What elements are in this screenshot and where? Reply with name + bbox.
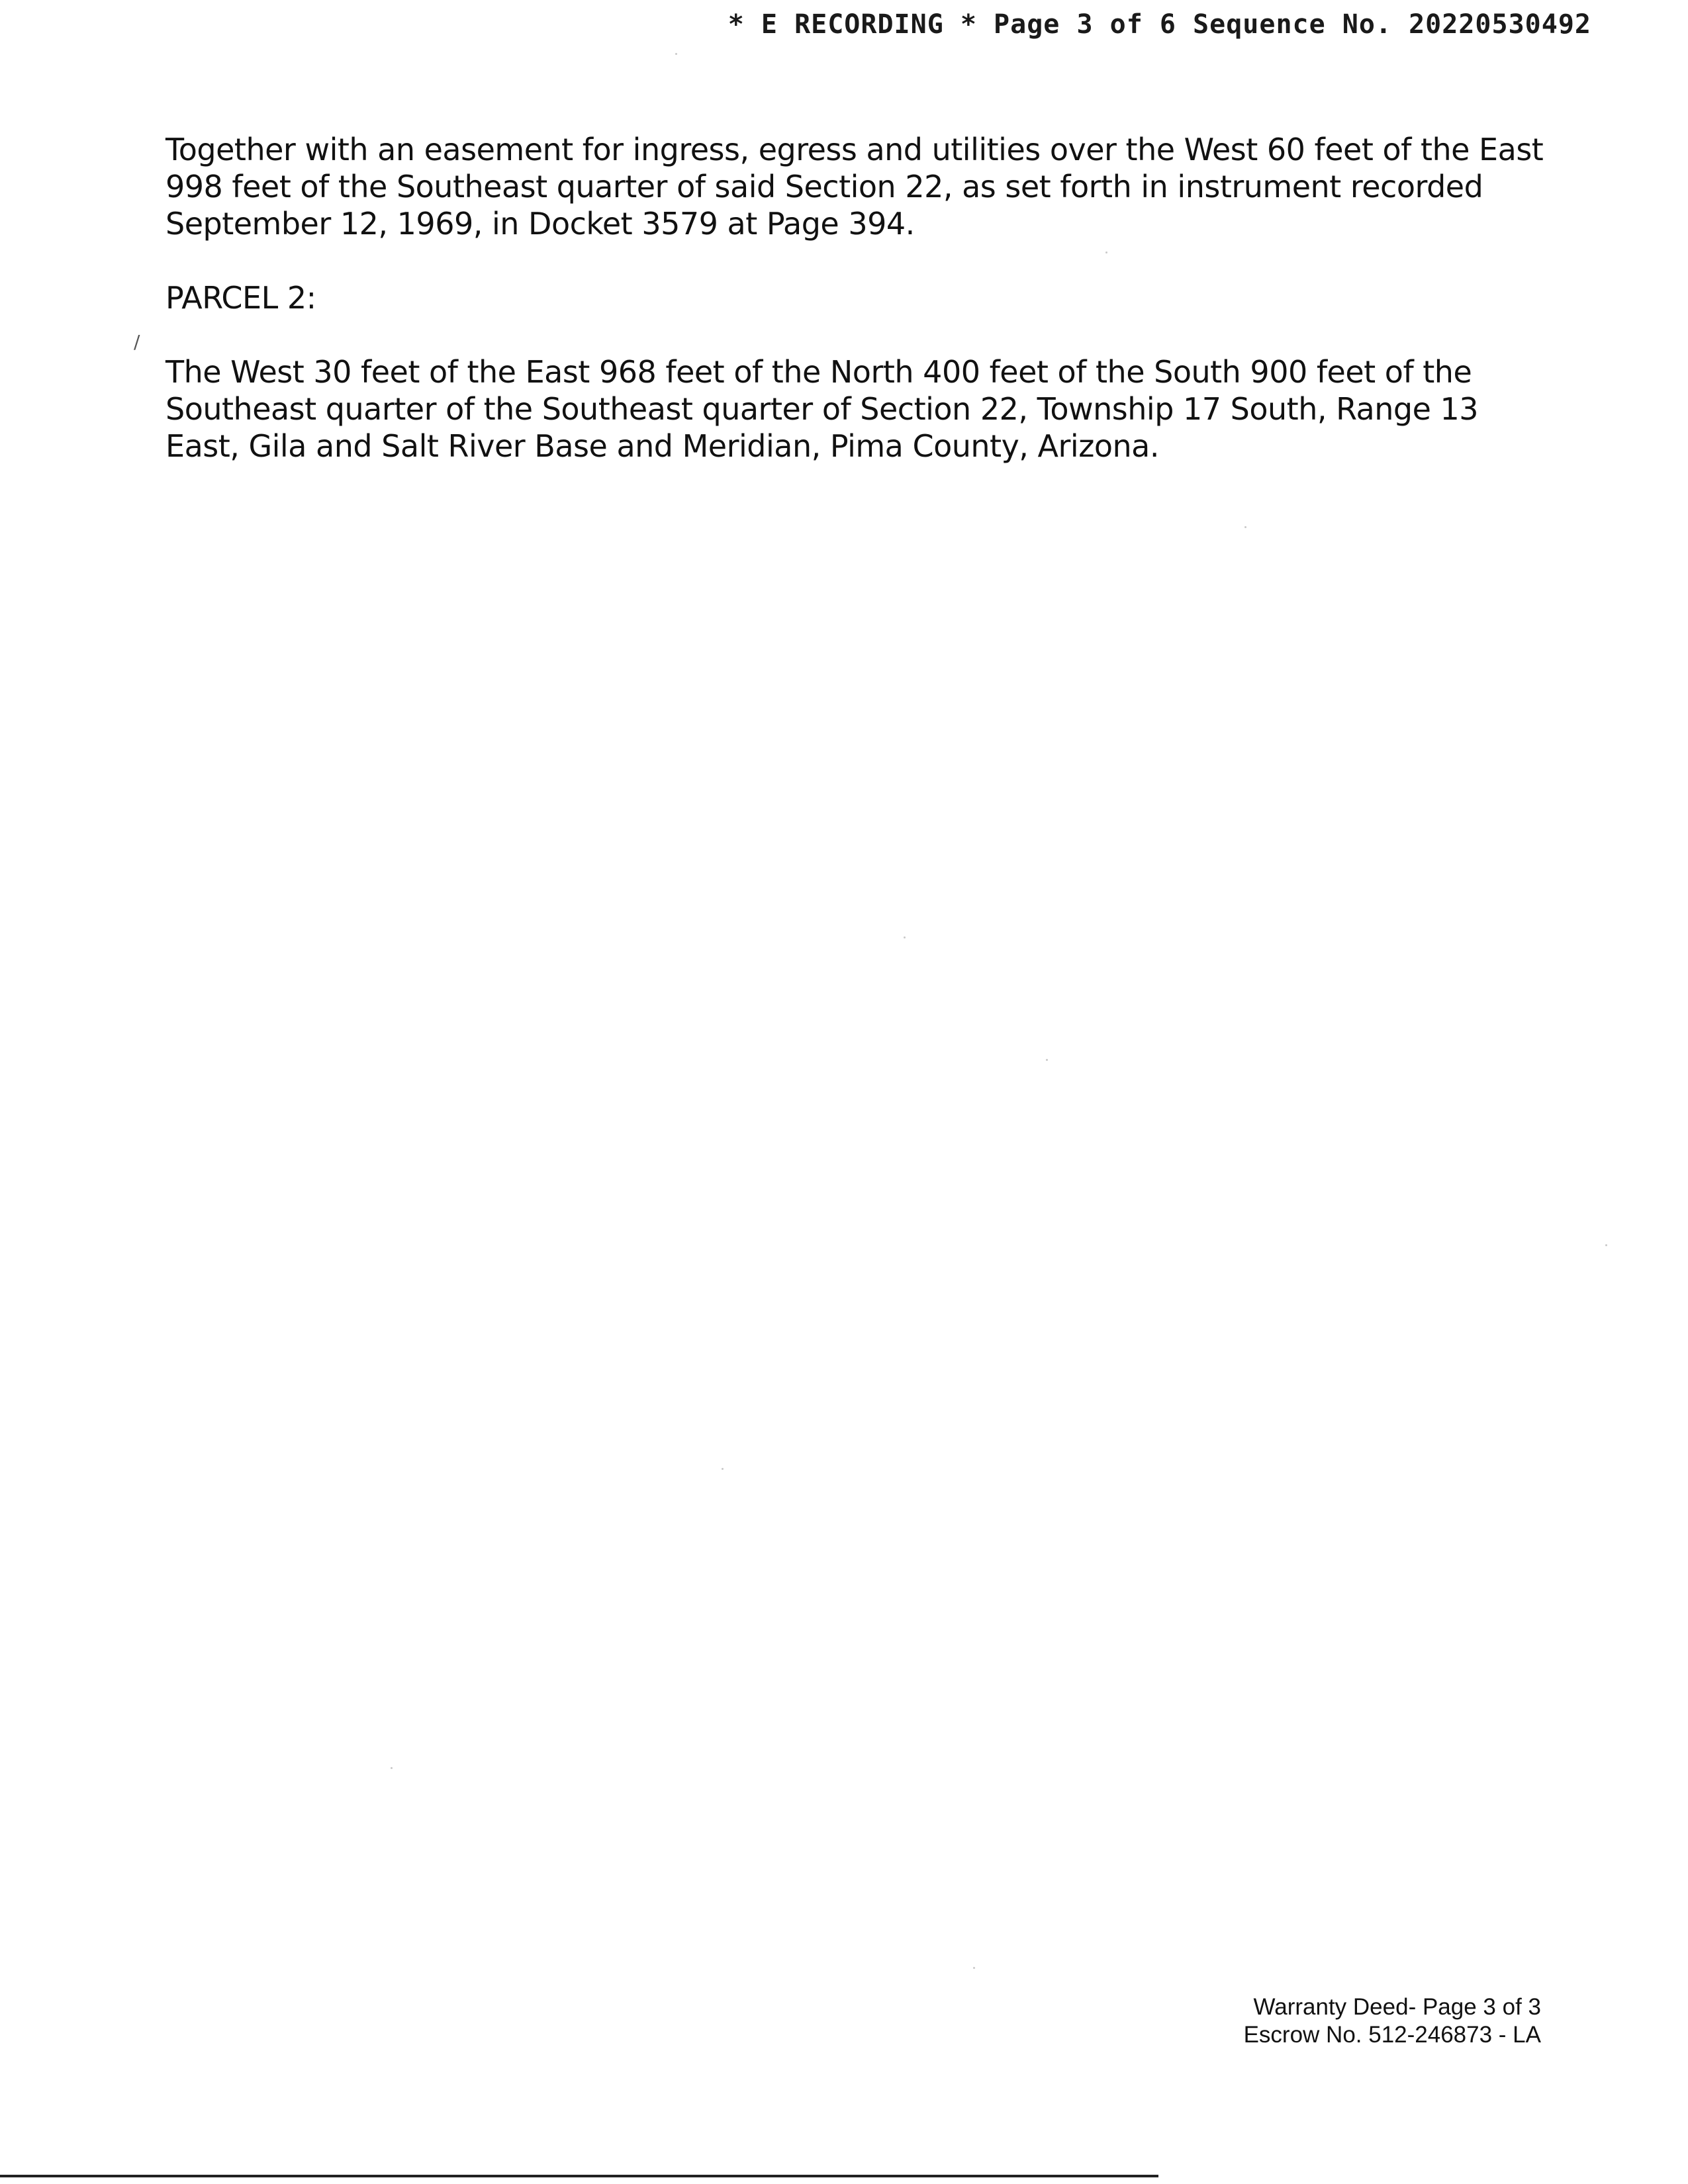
scan-speck	[722, 1468, 724, 1470]
scan-speck	[391, 1767, 393, 1769]
scan-speck	[1605, 1244, 1607, 1246]
escrow-number: Escrow No. 512-246873 - LA	[1243, 2022, 1541, 2048]
scan-speck	[1244, 526, 1246, 528]
scan-speck	[973, 1967, 975, 1969]
footer-block	[1244, 1993, 1541, 2049]
recording-header: * E RECORDING * Page 3 of 6 Sequence No. 20220530492	[727, 9, 1591, 40]
scan-speck	[1105, 251, 1107, 253]
scan-speck	[675, 53, 677, 55]
easement-paragraph: Together with an easement for ingress, egress and utilities over the West 60 feet of the East 998 feet of the Southeast quarter of said Section 22, as set forth in instrument recorded September 12, 1969, in Docket 3579 at Page 394.	[165, 132, 1544, 242]
scan-speck	[904, 936, 906, 938]
bottom-rule	[0, 2175, 1158, 2177]
parcel-2-heading: PARCEL 2:	[165, 280, 316, 316]
stray-pen-mark: /	[134, 331, 140, 353]
document-page-label: Warranty Deed- Page 3 of 3	[1253, 1994, 1541, 2020]
parcel-2-description: The West 30 feet of the East 968 feet of the North 400 feet of the South 900 feet of the Southeast quarter of the Southeast quarter of Section 22, Township 17 South, Range 13 East, Gila and Salt River Base and Meridian, Pima County, Arizona.	[165, 354, 1479, 464]
scan-speck	[1046, 1059, 1048, 1061]
